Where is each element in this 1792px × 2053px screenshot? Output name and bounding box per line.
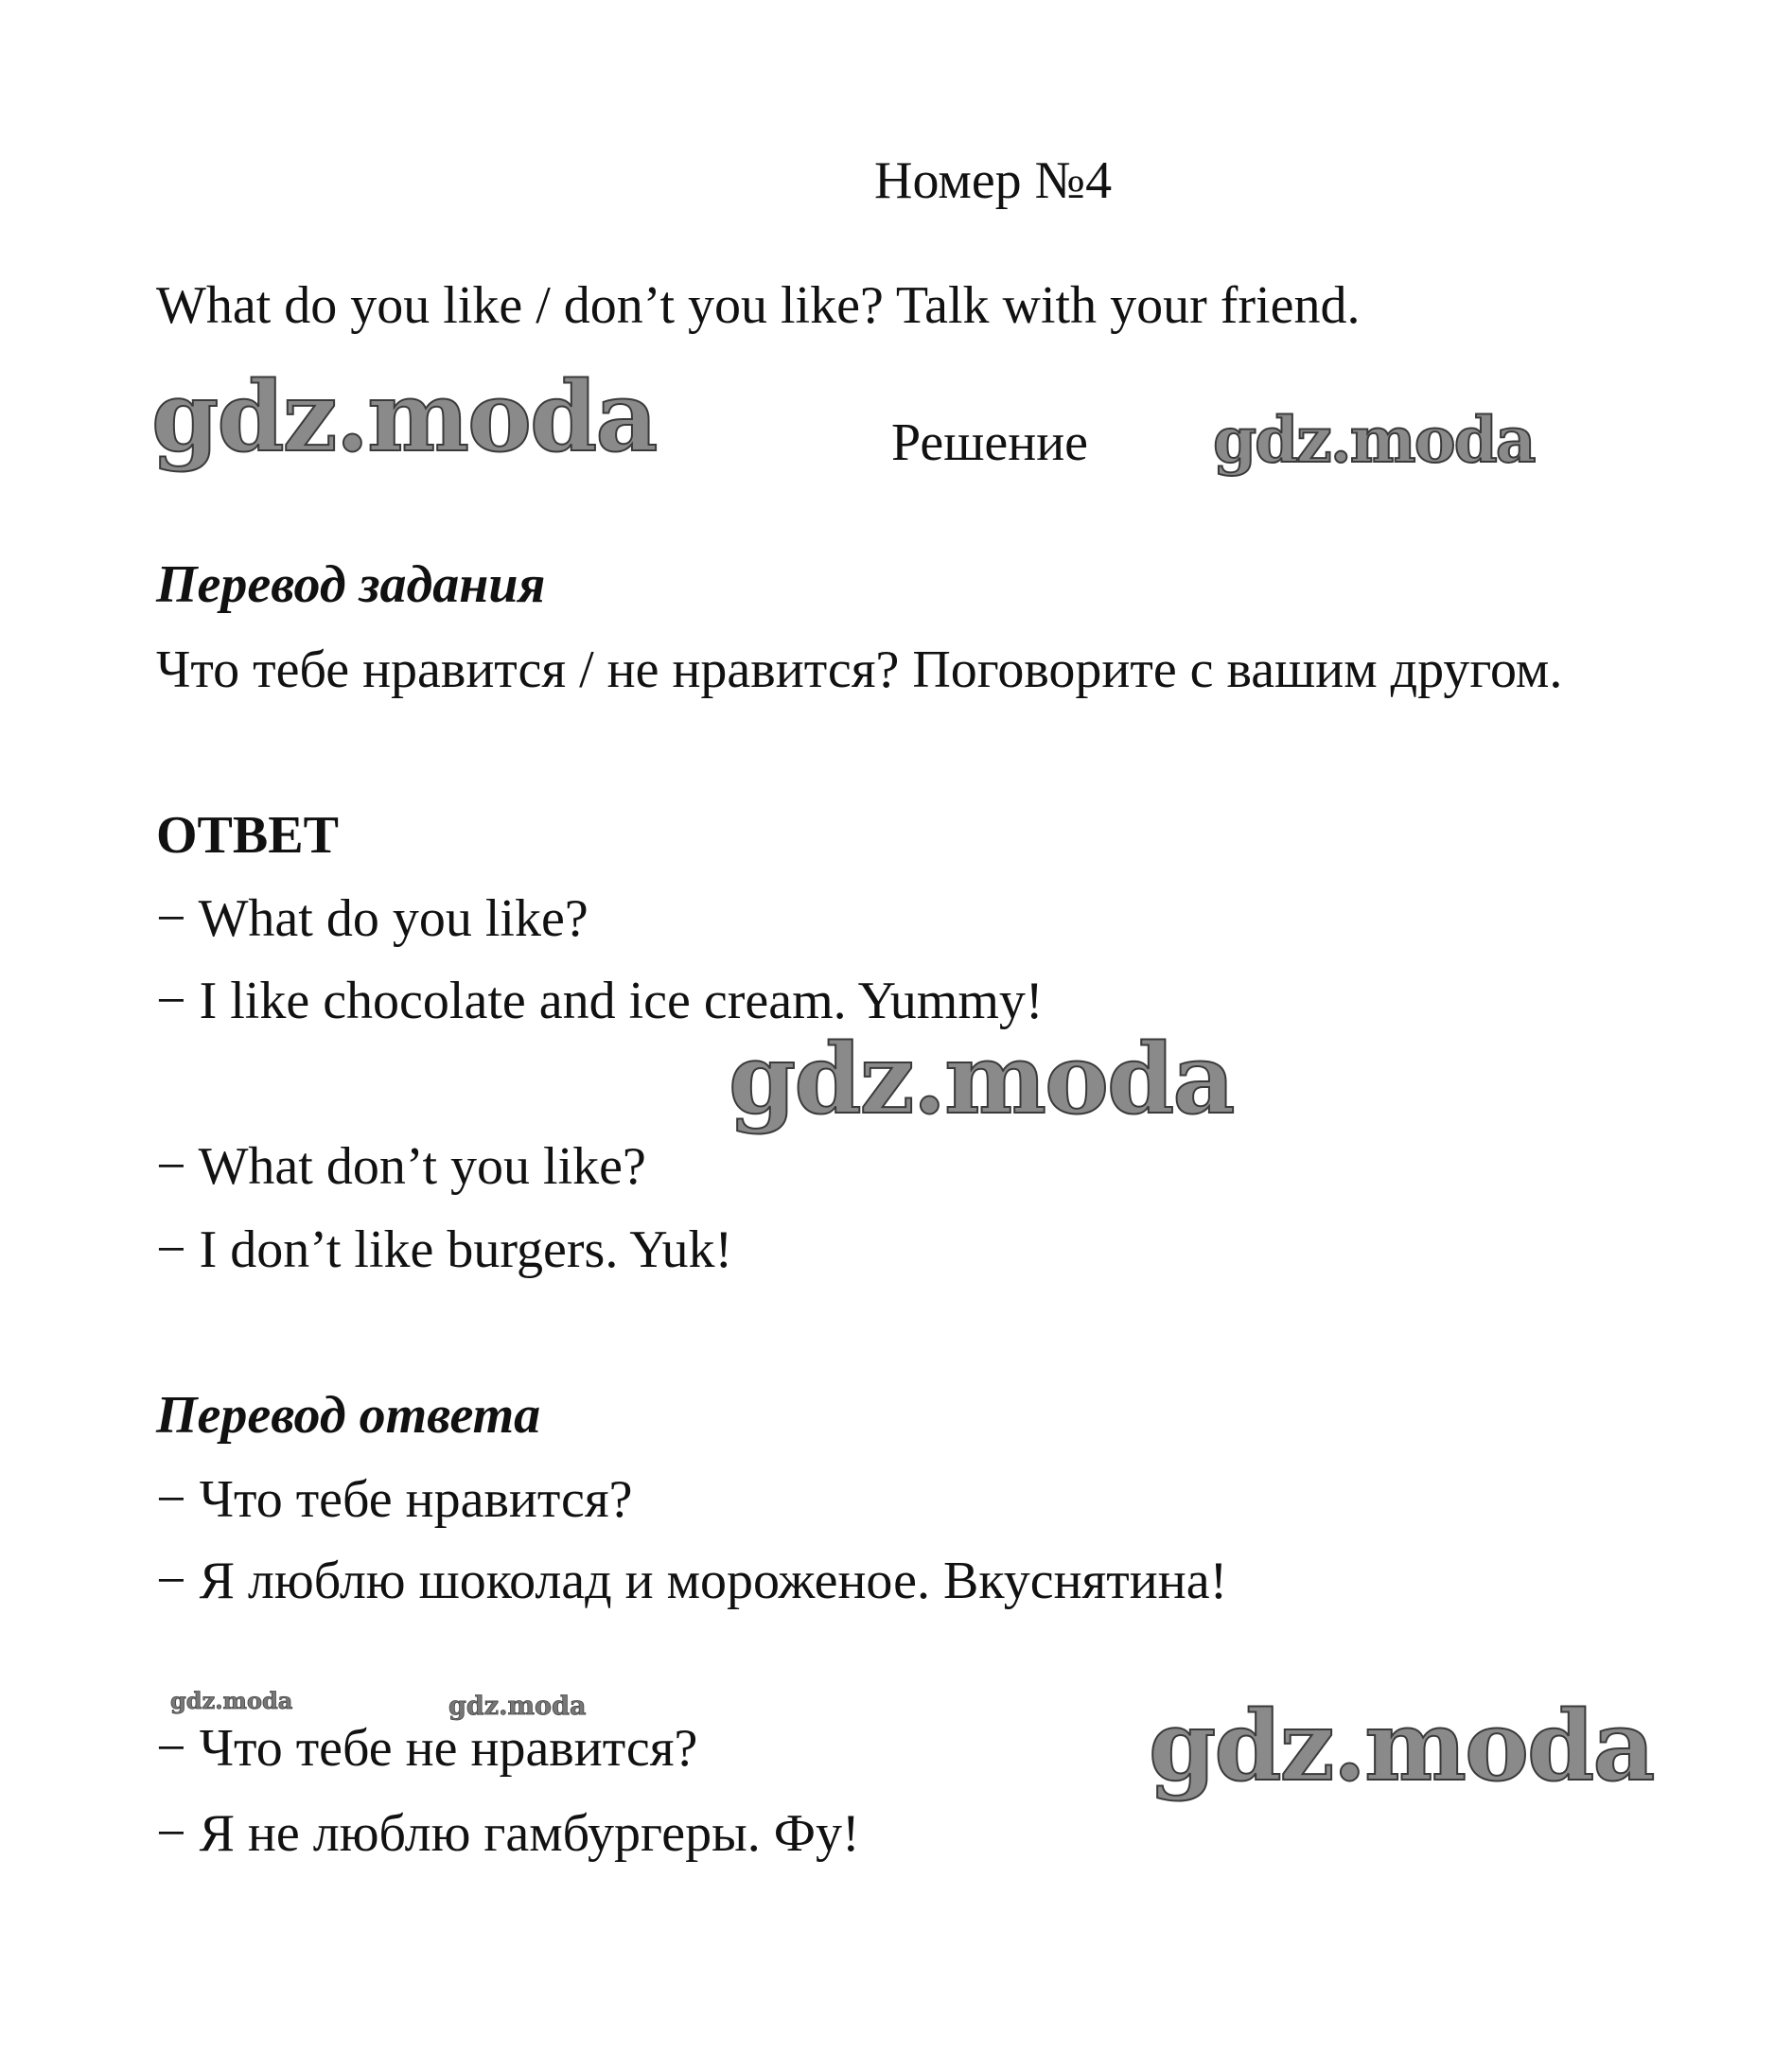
watermark-logo: gdz.moda (1213, 403, 1535, 477)
translation-answer-line: − Что тебе не нравится? (156, 1719, 698, 1778)
solution-label: Решение (891, 413, 1089, 472)
translation-answer-line: − Что тебе нравится? (156, 1470, 633, 1529)
watermark-logo: gdz.moda (448, 1692, 587, 1721)
watermark-logo: gdz.moda (151, 360, 657, 474)
page-title: Номер №4 (874, 151, 1113, 210)
task-text: What do you like / don’t you like? Talk with your friend. (156, 276, 1361, 335)
answer-line: − What do you like? (156, 889, 589, 948)
translation-task-heading: Перевод задания (156, 555, 546, 614)
translation-task-text: Что тебе нравится / не нравится? Поговорите с вашим другом. (156, 640, 1563, 699)
watermark-logo: gdz.moda (1149, 1690, 1654, 1803)
watermark-logo: gdz.moda (170, 1687, 293, 1714)
translation-answer-heading: Перевод ответа (156, 1386, 541, 1445)
watermark-logo: gdz.moda (729, 1023, 1234, 1136)
translation-answer-line: − Я не люблю гамбургеры. Фу! (156, 1804, 860, 1863)
translation-answer-line: − Я люблю шоколад и мороженое. Вкуснятина! (156, 1552, 1228, 1610)
answer-heading: ОТВЕТ (156, 806, 339, 865)
answer-line: − I don’t like burgers. Yuk! (156, 1220, 733, 1279)
answer-line: − What don’t you like? (156, 1137, 646, 1196)
answer-line: − I like chocolate and ice cream. Yummy! (156, 972, 1044, 1030)
